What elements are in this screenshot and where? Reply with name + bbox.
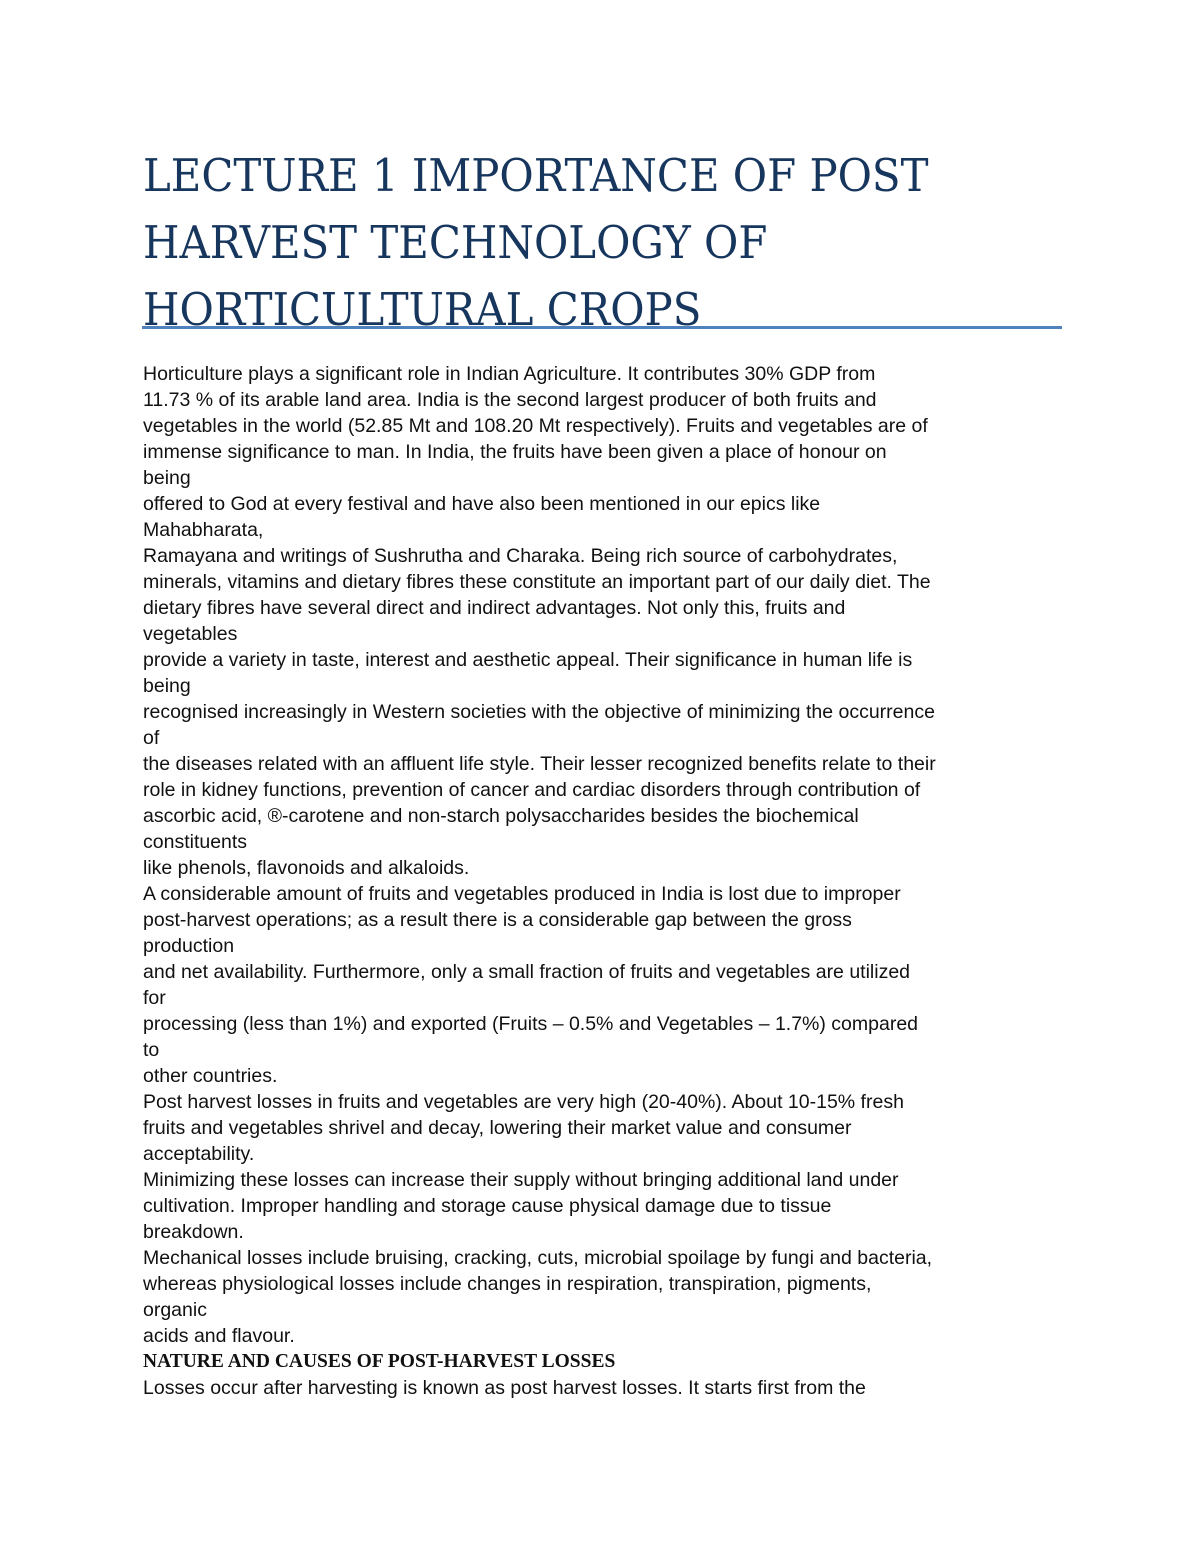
document-body [143,361,1083,1401]
body-line: Ramayana and writings of Sushrutha and Charaka. Being rich source of carbohydrates, [143,545,898,567]
body-line: production [143,935,235,957]
body-line: and net availability. Furthermore, only a small fraction of fruits and vegetables are utilized [143,961,911,983]
body-line: ascorbic acid, ®-carotene and non-starch polysaccharides besides the biochemical [143,805,859,827]
body-line: provide a variety in taste, interest and aesthetic appeal. Their significance in human life is [143,649,913,671]
body-line: Horticulture plays a significant role in Indian Agriculture. It contributes 30% GDP from [143,363,876,385]
body-line: processing (less than 1%) and exported (Fruits – 0.5% and Vegetables – 1.7%) compared [143,1013,919,1035]
body-line: being [143,675,191,697]
body-line: post-harvest operations; as a result there is a considerable gap between the gross [143,909,852,931]
body-line: like phenols, flavonoids and alkaloids. [143,857,470,879]
body-line: recognised increasingly in Western societies with the objective of minimizing the occurrence [143,701,935,723]
body-line: Post harvest losses in fruits and vegetables are very high (20-40%). About 10-15% fresh [143,1091,904,1113]
body-line: role in kidney functions, prevention of cancer and cardiac disorders through contribution of [143,779,921,801]
body-line: organic [143,1299,207,1321]
body-line: acceptability. [143,1143,255,1165]
body-line: whereas physiological losses include changes in respiration, transpiration, pigments, [143,1273,872,1295]
body-line: other countries. [143,1065,278,1087]
body-line: to [143,1039,160,1061]
body-line: immense significance to man. In India, the fruits have been given a place of honour on [143,441,887,463]
body-line: acids and flavour. [143,1325,295,1347]
body-line: Mahabharata, [143,519,264,541]
body-line: Minimizing these losses can increase their supply without bringing additional land under [143,1169,899,1191]
body-line: constituents [143,831,248,853]
body-line: the diseases related with an affluent life style. Their lesser recognized benefits relate to their [143,753,936,775]
section-heading: NATURE AND CAUSES OF POST-HARVEST LOSSES [143,1351,616,1372]
body-line: breakdown. [143,1221,244,1243]
body-line: for [143,987,166,1009]
body-line: A considerable amount of fruits and vegetables produced in India is lost due to improper [143,883,901,905]
body-line: Losses occur after harvesting is known as post harvest losses. It starts first from the [143,1377,866,1399]
body-line: 11.73 % of its arable land area. India is the second largest producer of both fruits and [143,389,877,411]
document-title: LECTURE 1 IMPORTANCE OF POST HARVEST TECHNOLOGY OF HORTICULTURAL CROPS [143,149,929,336]
body-line: vegetables [143,623,238,645]
body-line: offered to God at every festival and have also been mentioned in our epics like [143,493,821,515]
body-line: cultivation. Improper handling and storage cause physical damage due to tissue [143,1195,832,1217]
body-line: being [143,467,191,489]
body-line: Mechanical losses include bruising, cracking, cuts, microbial spoilage by fungi and bacteria, [143,1247,933,1269]
title-underline-rule [142,326,1062,329]
body-line: dietary fibres have several direct and indirect advantages. Not only this, fruits and [143,597,846,619]
body-line: vegetables in the world (52.85 Mt and 108.20 Mt respectively). Fruits and vegetables are of [143,415,928,437]
body-line: fruits and vegetables shrivel and decay, lowering their market value and consumer [143,1117,852,1139]
body-line: of [143,727,160,749]
body-line: minerals, vitamins and dietary fibres these constitute an important part of our daily diet. The [143,571,931,593]
